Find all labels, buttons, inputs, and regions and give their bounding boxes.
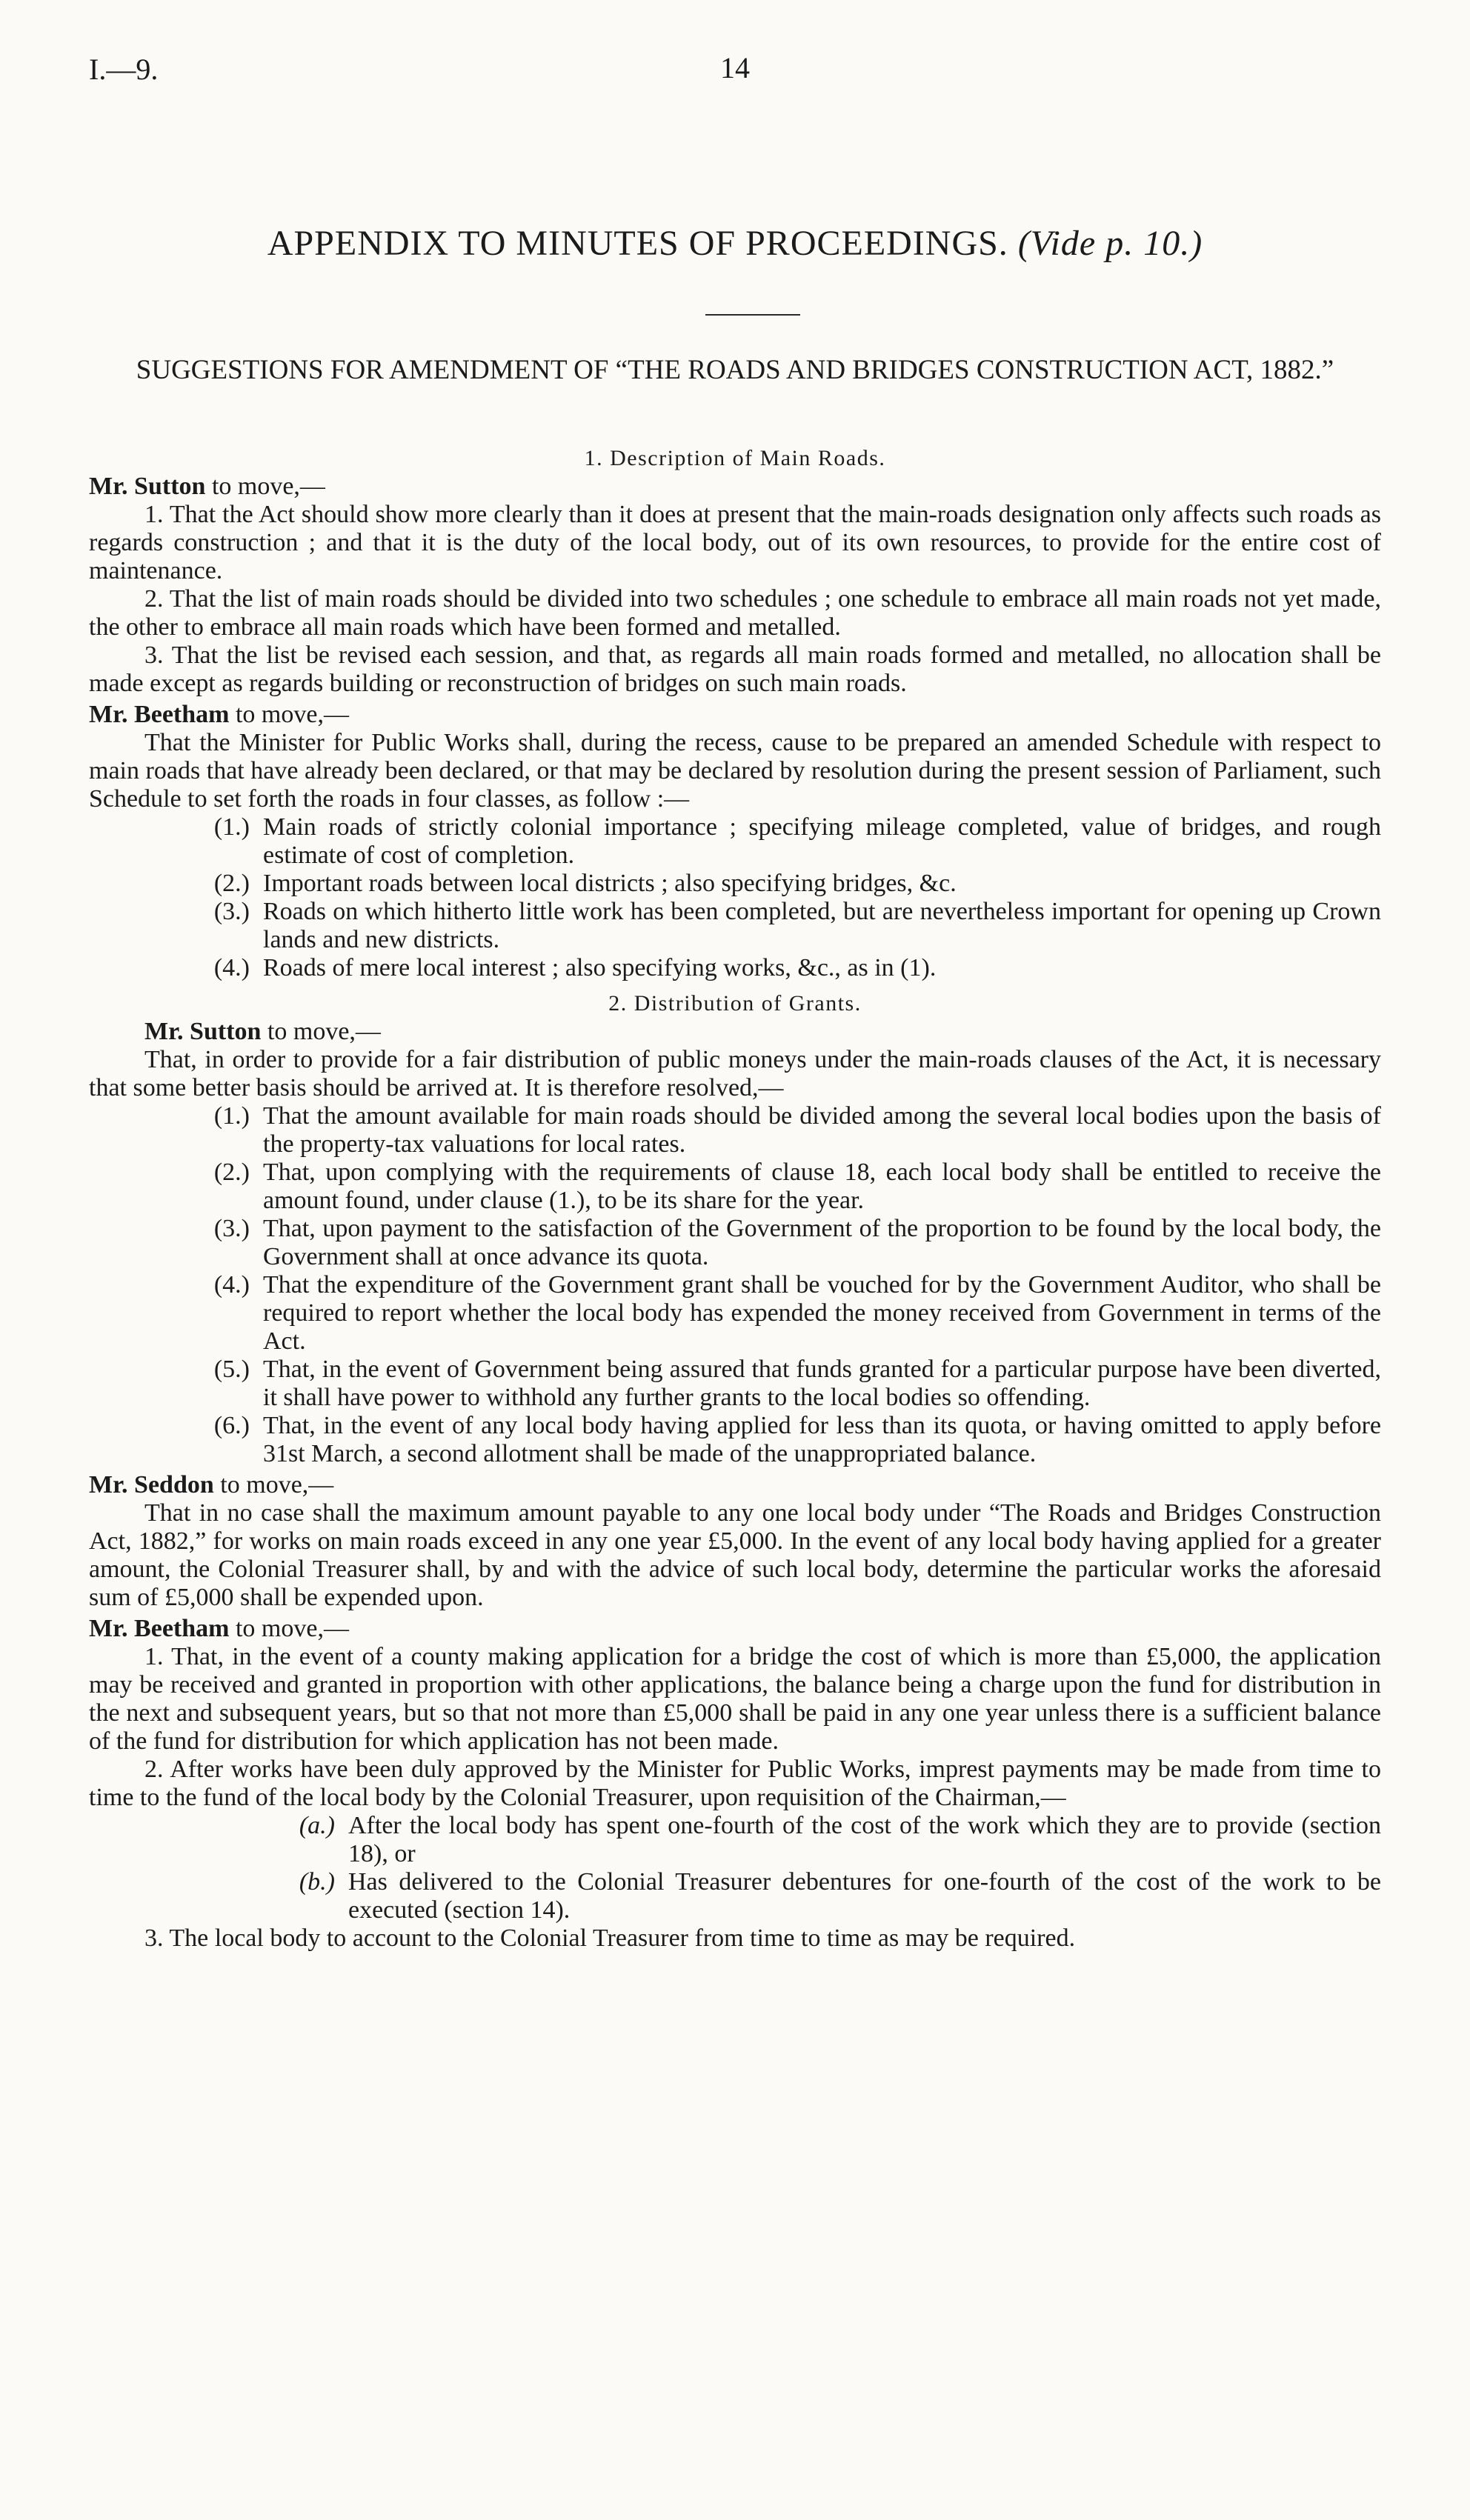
motion-paragraph: That the Minister for Public Works shall, during the recess, cause to be prepared an amended Schedule with respect to main roads that have already been declared, or that may be declared by resolution during the present session of Parliament, such Schedule to set forth the roads in four classes, as follow :— bbox=[89, 729, 1381, 813]
mover-line bbox=[89, 1018, 1381, 1046]
list-item-text: That the expenditure of the Government grant shall be vouched for by the Government Auditor, who shall be required to report whether the local body has expended the money received from Government in terms of the Act. bbox=[263, 1271, 1381, 1355]
list-item-number: (2.) bbox=[213, 870, 250, 897]
motion-paragraph: 1. That the Act should show more clearly than it does at present that the main-roads designation only affects such roads as regards construction ; and that it is the duty of the local body, out of its own resources, to provide for the entire cost of maintenance. bbox=[89, 501, 1381, 584]
list-item-text: Main roads of strictly colonial importance ; specifying mileage completed, value of bridges, and rough estimate of cost of completion. bbox=[263, 813, 1381, 869]
motion-paragraph: That, in order to provide for a fair distribution of public moneys under the main-roads clauses of the Act, it is necessary that some better basis should be arrived at. It is therefore resolved,— bbox=[89, 1046, 1381, 1101]
page-number: 14 bbox=[720, 51, 750, 84]
list-item bbox=[89, 954, 1381, 982]
list-item-letter: (a.) bbox=[299, 1812, 335, 1839]
list-item-text: Has delivered to the Colonial Treasurer debentures for one-fourth of the cost of the work to be executed (section 14). bbox=[348, 1868, 1381, 1924]
list-item-text: That the amount available for main roads should be divided among the several local bodies upon the basis of the property-tax valuations for local rates. bbox=[263, 1102, 1381, 1158]
list-item-text: Important roads between local districts ; also specifying bridges, &c. bbox=[263, 870, 957, 897]
mover-line bbox=[89, 1615, 1381, 1643]
list-item-number: (6.) bbox=[213, 1412, 250, 1439]
mover-name: Mr. Seddon bbox=[89, 1471, 214, 1499]
list-item bbox=[89, 870, 1381, 898]
list-item-text: Roads of mere local interest ; also specifying works, &c., as in (1). bbox=[263, 954, 937, 981]
document-title: SUGGESTIONS FOR AMENDMENT OF “THE ROADS AND BRIDGES CONSTRUCTION ACT, 1882.” bbox=[136, 355, 1334, 385]
list-item bbox=[89, 1271, 1381, 1356]
divider-rule bbox=[705, 314, 800, 316]
mover-tail: to move,— bbox=[261, 1018, 381, 1045]
list-item-number: (1.) bbox=[213, 813, 250, 841]
list-item-letter: (b.) bbox=[299, 1868, 335, 1896]
list-item-number: (4.) bbox=[213, 954, 250, 981]
mover-tail: to move,— bbox=[205, 473, 325, 500]
mover-line bbox=[89, 1471, 1381, 1499]
appendix-title bbox=[0, 222, 1470, 265]
section-heading-text: 2. Distribution of Grants. bbox=[608, 991, 862, 1016]
list-item bbox=[89, 813, 1381, 870]
list-item-number: (4.) bbox=[213, 1271, 250, 1299]
list-item bbox=[89, 898, 1381, 954]
list-item-number: (1.) bbox=[213, 1102, 250, 1130]
document-reference: I.—9. bbox=[89, 53, 159, 86]
list-item bbox=[89, 1356, 1381, 1412]
resolution-list bbox=[89, 1102, 1381, 1468]
motion-paragraph: That in no case shall the maximum amount payable to any one local body under “The Roads and Bridges Construction Act, 1882,” for works on main roads exceed in any one year £5,000. In the event of any local body having applied for a greater amount, the Colonial Treasurer shall, by and with the advice of such local body, determine the particular works the aforesaid sum of £5,000 shall be expended upon. bbox=[89, 1499, 1381, 1611]
list-item-number: (3.) bbox=[213, 898, 250, 925]
list-item-text: That, upon complying with the requirements of clause 18, each local body shall be entitled to receive the amount found, under clause (1.), to be its share for the year. bbox=[263, 1159, 1381, 1214]
list-item-number: (3.) bbox=[213, 1215, 250, 1242]
mover-name: Mr. Beetham bbox=[89, 1615, 230, 1642]
list-item-number: (2.) bbox=[213, 1159, 250, 1186]
list-item bbox=[89, 1412, 1381, 1468]
section-heading-text: 1. Description of Main Roads. bbox=[584, 446, 886, 470]
list-item-number: (5.) bbox=[213, 1356, 250, 1383]
mover-tail: to move,— bbox=[229, 1615, 349, 1642]
list-item bbox=[89, 1102, 1381, 1159]
mover-line bbox=[89, 473, 1381, 501]
list-item bbox=[89, 1215, 1381, 1271]
appendix-title-text: APPENDIX TO MINUTES OF PROCEEDINGS. bbox=[267, 224, 1008, 263]
list-item bbox=[89, 1812, 1381, 1868]
motion-paragraph: 2. After works have been duly approved by the Minister for Public Works, imprest payments may be made from time to time to the fund of the local body by the Colonial Treasurer, upon requisition of the Chairman,— bbox=[89, 1756, 1381, 1811]
vide-reference: (Vide p. 10.) bbox=[1017, 224, 1203, 263]
document-body bbox=[89, 444, 1381, 1953]
section-heading-distribution-of-grants bbox=[89, 990, 1381, 1018]
list-item-text: That, in the event of any local body having applied for less than its quota, or having omitted to apply before 31st March, a second allotment shall be made of the unappropriated balance. bbox=[263, 1412, 1381, 1467]
list-item bbox=[89, 1868, 1381, 1924]
list-item-text: That, upon payment to the satisfaction of the Government of the proportion to be found by the local body, the Government shall at once advance its quota. bbox=[263, 1215, 1381, 1270]
mover-name: Mr. Beetham bbox=[89, 701, 230, 728]
list-item bbox=[89, 1159, 1381, 1215]
list-item-text: That, in the event of Government being assured that funds granted for a particular purpose have been diverted, it shall have power to withhold any further grants to the local bodies so offending. bbox=[263, 1356, 1381, 1411]
list-item-text: After the local body has spent one-fourth of the cost of the work which they are to provide (section 18), or bbox=[348, 1812, 1381, 1867]
section-heading-main-roads bbox=[89, 444, 1381, 473]
mover-tail: to move,— bbox=[229, 701, 349, 728]
mover-line bbox=[89, 701, 1381, 729]
list-item-text: Roads on which hitherto little work has been completed, but are nevertheless important for opening up Crown lands and new districts. bbox=[263, 898, 1381, 953]
mover-name: Mr. Sutton bbox=[144, 1018, 262, 1045]
imprest-conditions-list bbox=[89, 1812, 1381, 1924]
motion-paragraph: 3. The local body to account to the Colonial Treasurer from time to time as may be required. bbox=[144, 1924, 1076, 1952]
motion-paragraph: 3. That the list be revised each session, and that, as regards all main roads formed and metalled, no allocation shall be made except as regards building or reconstruction of bridges on such main roads. bbox=[89, 641, 1381, 697]
motion-paragraph: 1. That, in the event of a county making application for a bridge the cost of which is more than £5,000, the application may be received and granted in proportion with other applications, the balance being a charge upon the fund for distribution in the next and subsequent years, but so that not more than £5,000 shall be paid in any one year unless there is a sufficient balance of the fund for distribution for which application has not been made. bbox=[89, 1643, 1381, 1755]
motion-paragraph: 2. That the list of main roads should be divided into two schedules ; one schedule to embrace all main roads not yet made, the other to embrace all main roads which have been formed and metalled. bbox=[89, 585, 1381, 641]
mover-name: Mr. Sutton bbox=[89, 473, 206, 500]
mover-tail: to move,— bbox=[213, 1471, 334, 1499]
road-classes-list bbox=[89, 813, 1381, 982]
